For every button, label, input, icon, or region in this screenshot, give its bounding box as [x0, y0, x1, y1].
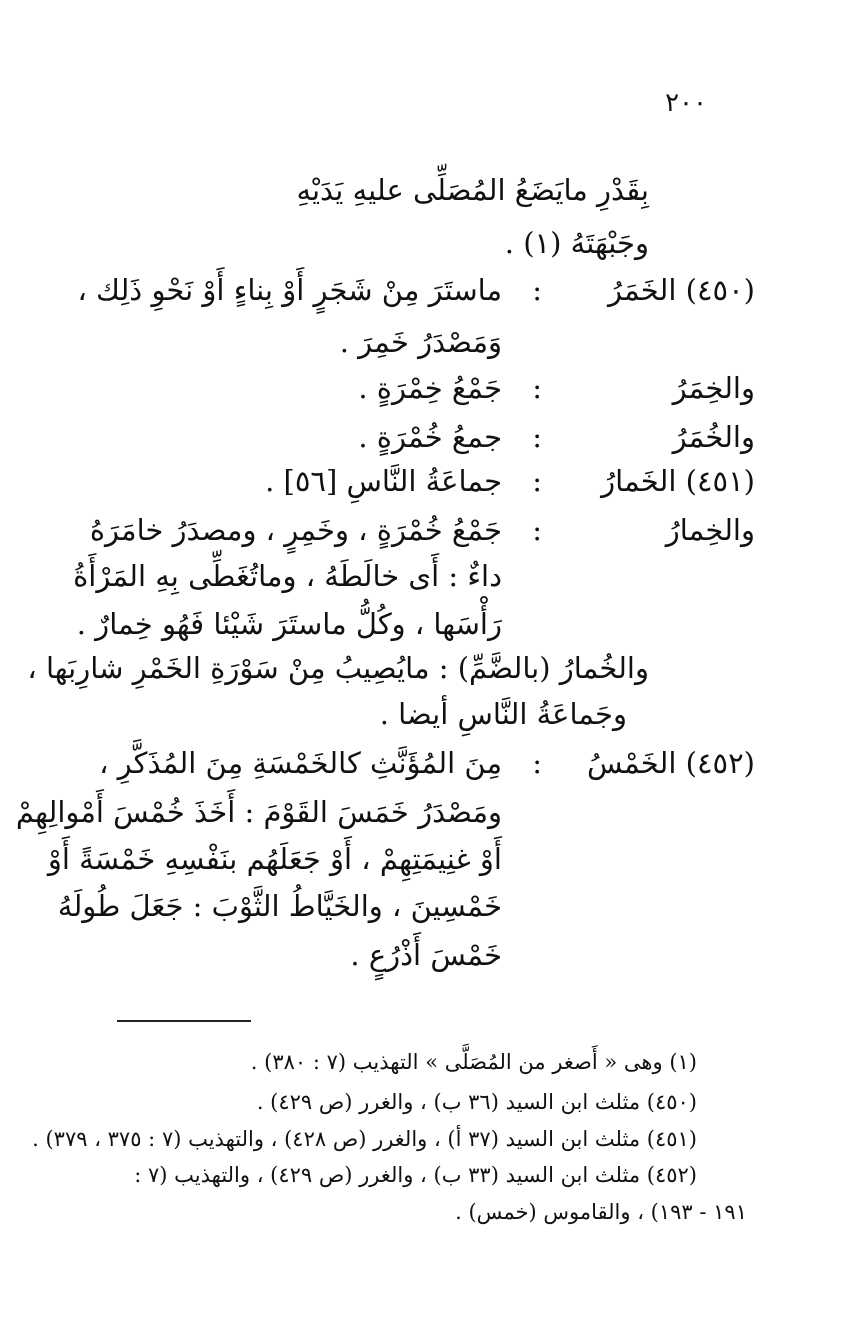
entry-definition: جماعَةُ النَّاسِ [٥٦] .	[265, 464, 502, 498]
entry-colon: :	[532, 273, 542, 307]
entry-definition: جَمْعُ خُمْرَةٍ ، وخَمِرٍ ، ومصدَرُ خامَرَهُ	[89, 513, 502, 547]
entry-head: (٤٥١) الخَمارُ	[601, 464, 755, 498]
entry-definition: داءٌ : أَى خالَطَهُ ، وماتُغَطِّى بِهِ المَرْأَةُ	[73, 559, 502, 593]
entry-colon: :	[532, 513, 542, 547]
intro-line: بِقَدْرِ مايَضَعُ المُصَلِّى عليهِ يَدَيْهِ	[296, 173, 649, 207]
footnote: (٤٥٠) مثلث ابن السيد (٣٦ ب) ، والغرر (ص ٤٢٩) .	[256, 1090, 697, 1114]
entry-head: والخُمَرُ	[672, 420, 755, 454]
entry-colon: :	[532, 464, 542, 498]
entry-head: والخِمارُ	[665, 513, 755, 547]
footnote: (٤٥١) مثلث ابن السيد (٣٧ أ) ، والغرر (ص ٤٢٨) ، والتهذيب (٧ : ٣٧٥ ، ٣٧٩) .	[32, 1127, 697, 1151]
entry-definition: وَمَصْدَرُ خَمِرَ .	[339, 325, 502, 359]
entry-head: (٤٥٠) الخَمَرُ	[608, 273, 755, 307]
entry-definition: رَأْسَها ، وكُلُّ ماستَرَ شَيْئا فَهُو خِمارٌ .	[76, 607, 502, 641]
entry-khumar-line: وجَماعَةُ النَّاسِ أيضا .	[379, 697, 627, 731]
footnote: ١٩١ - ١٩٣) ، والقاموس (خمس) .	[455, 1200, 747, 1224]
entry-head: والخِمَرُ	[672, 371, 755, 405]
entry-khumar-line: والخُمارُ (بالضَّمِّ) : مايُصِيبُ مِنْ سَوْرَةِ الخَمْرِ شارِبَها ،	[27, 651, 649, 685]
entry-colon: :	[532, 371, 542, 405]
entry-definition: أَوْ غنِيمَتِهِمْ ، أَوْ جَعَلَهُم بنَفْسِهِ خَمْسَةً أَوْ	[47, 842, 502, 876]
entry-head: (٤٥٢) الخَمْسُ	[587, 746, 755, 780]
entry-definition: مِنَ المُؤَنَّثِ كالخَمْسَةِ مِنَ المُذَكَّرِ ،	[99, 746, 502, 780]
footnote-separator	[117, 1020, 251, 1022]
footnote: (٤٥٢) مثلث ابن السيد (٣٣ ب) ، والغرر (ص ٤٢٩) ، والتهذيب (٧ :	[134, 1163, 697, 1187]
intro-line: وجَبْهَتَهُ (١) .	[504, 226, 649, 260]
entry-definition: ماستَرَ مِنْ شَجَرٍ أَوْ بِناءٍ أَوْ نَحْوِ ذَلِك ،	[77, 273, 502, 307]
page-number: ٢٠٠	[665, 88, 707, 118]
entry-definition: خَمْسَ أَذْرُعٍ .	[350, 938, 502, 972]
entry-definition: جَمْعُ خِمْرَةٍ .	[358, 371, 502, 405]
entry-colon: :	[532, 420, 542, 454]
footnote: (١) وهى « أَصغر من المُصَلَّى » التهذيب (٧ : ٣٨٠) .	[250, 1050, 697, 1074]
entry-definition: ومَصْدَرُ خَمَسَ القَوْمَ : أَخَذَ خُمْسَ أَمْوالِهِمْ	[15, 795, 502, 829]
entry-colon: :	[532, 746, 542, 780]
entry-definition: جمعُ خُمْرَةٍ .	[358, 420, 502, 454]
entry-definition: خَمْسِينَ ، والخَيَّاطُ الثَّوْبَ : جَعَلَ طُولَهُ	[57, 889, 502, 923]
